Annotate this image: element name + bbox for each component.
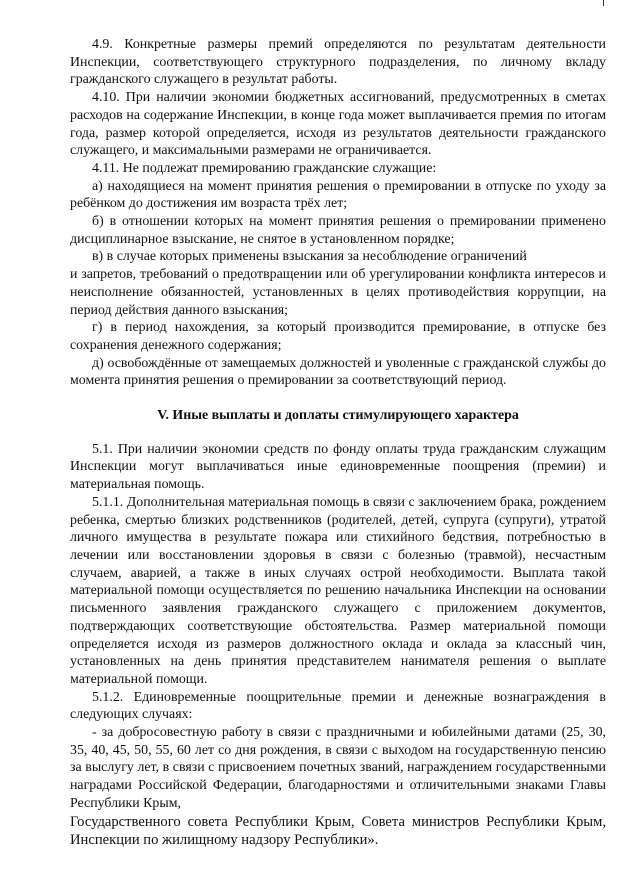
paragraph-4-11-a: а) находящиеся на момент принятия решения о премировании в отпуске по уходу за ребёнком до достижения им возраста трёх лет; xyxy=(70,178,606,212)
paragraph-5-1-2-list-item: - за добросовестную работу в связи с праздничными и юбилейными датами (25, 30, 35, 40, 45, 50, 55, 60 лет со дня рождения, в связи с выходом на государственную пенсию за выслугу лет, в связи с присвоением почетных званий, награждением государственными наградами Российской Федерации, благодарностями и отличительными знаками Главы Республики Крым, xyxy=(70,725,606,811)
paragraph-4-10: 4.10. При наличии экономии бюджетных ассигнований, предусмотренных в сметах расходов на содержание Инспекции, в конце года может выплачивается премия по итогам года, размер которой определяется, исходя из результатов деятельности гражданского служащего, и максимальными размерами не ограничивается. xyxy=(70,90,606,159)
paragraph-4-11: 4.11. Не подлежат премированию гражданские служащие: xyxy=(92,160,437,176)
section-heading: V. Иные выплаты и доплаты стимулирующего характера xyxy=(157,408,519,424)
paragraph-4-9: 4.9. Конкретные размеры премий определяются по результатам деятельности Инспекции, соответствующего структурного подразделения, по личному вкладу гражданского служащего в результат работы. xyxy=(70,37,606,88)
paragraph-4-11-d: д) освобождённые от замещаемых должностей и уволенные с гражданской службы до момента принятия решения о премировании за соответствующий период. xyxy=(70,355,606,389)
paragraph-4-11-g: г) в период нахождения, за который производится премирование, в отпуске без сохранения денежного содержания; xyxy=(70,320,606,353)
paragraph-5-1-2: 5.1.2. Единовременные поощрительные премии и денежные вознаграждения в следующих случаях: xyxy=(70,689,606,723)
paragraph-5-1-1: 5.1.1. Дополнительная материальная помощь в связи с заключением брака, рождением ребенка, смертью близких родственников (родителей, детей, супруга (супруги), утратой личного имущества в результате пожара или стихийного бедствия, потребностью в лечении или восстановлении здоровья в связи с болезнью (травмой), несчастным случаем, аварией, а также в иных случаях острой необходимости. Выплата такой материальной помощи осуществляется по решению начальника Инспекции на основании письменного заявления гражданского служащего с приложением документов, подтверждающих соответствующие обстоятельства. Размер материальной помощи определяется исходя из размеров должностного оклада и оклада за классный чин, установленных на день принятия представителем нанимателя решения о выплате материальной помощи. xyxy=(70,494,606,687)
paragraph-5-1-2-list-item-cont: Государственного совета Республики Крым, Совета министров Республики Крым, Инспекции по жилищному надзору Республики». xyxy=(70,813,606,848)
paragraph-4-11-v: в) в случае которых применены взыскания за несоблюдение ограничений xyxy=(92,249,527,265)
page-corner-mark xyxy=(603,0,604,6)
paragraph-5-1: 5.1. При наличии экономии средств по фонду оплаты труда гражданским служащим Инспекции могут выплачиваться иные единовременные поощрения (премии) и материальная помощь. xyxy=(70,441,606,493)
paragraph-4-11-v-cont: и запретов, требований о предотвращении или об урегулировании конфликта интересов и неисполнение обязанностей, установленных в целях противодействия коррупции, на период действия данного взыскания; xyxy=(70,267,606,318)
paragraph-4-11-b: б) в отношении которых на момент принятия решения о премировании применено дисциплинарное взыскание, не снятое в установленном порядке; xyxy=(70,214,606,247)
